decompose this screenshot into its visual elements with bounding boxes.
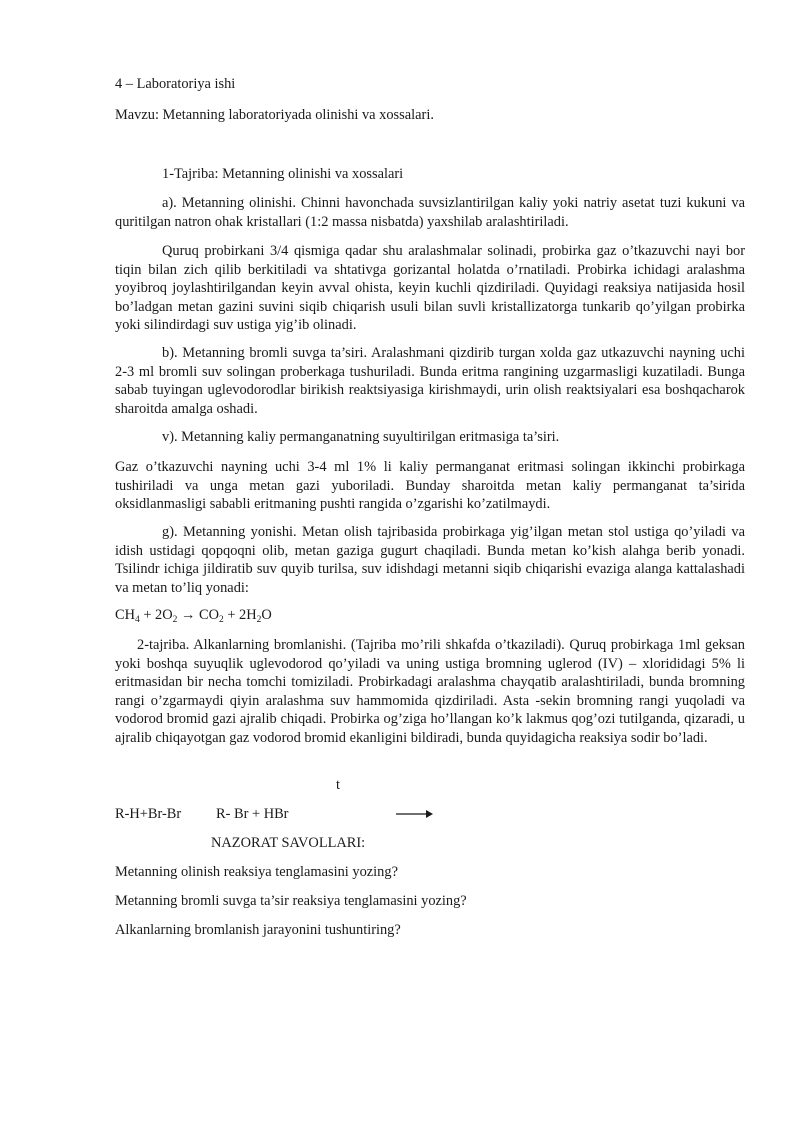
experiment-1-heading: 1-Tajriba: Metanning olinishi va xossalari (162, 166, 404, 182)
reaction-reactants: R-H+Br-Br (115, 806, 182, 822)
lab-title: 4 – Laboratoriya ishi (115, 76, 236, 92)
temperature-label: t (336, 777, 340, 793)
paragraph-a-continued: Quruq probirkani 3/4 qismiga qadar shu aralashmalar solinadi, probirka gaz o’tkazuvchi nayi bor tiqin bilan zich qilib berkitiladi va shtativga gorizantal holatda o’rnatiladi. Probirka ichidagi aralashma yoyibroq joylashtirilgandan keyin avval ohista, keyin kuchli qizdiriladi. Quyidagi reaksiya natijasida hosil bo’ladgan metan gazini suvini siqib chiqarish usuli bilan suvli kristallizatorga tunkarib qo’yilgan probirka yoki silindirdagi suv ustiga yig’ib olinadi. (115, 243, 745, 333)
reaction-arrow-icon (395, 806, 435, 822)
paragraph-g: g). Metanning yonishi. Metan olish tajribasida probirkaga yig’ilgan metan stol ustiga qo’yiladi va idish ustidagi qopqoqni olib, metan gaziga gugurt chaqiladi. Bunda metan ko’kish alahga berib yonadi. Tsilindr ichiga jildiratib suv quyib turilsa, suv idishdagi metanni siqib chiqarishi evaziga alanga kattalashadi va metan to’liq yonadi: (115, 524, 745, 596)
experiment-2-paragraph: 2-tajriba. Alkanlarning bromlanishi. (Tajriba mo’rili shkafda o’tkaziladi). Quruq probirkaga 1ml geksan yoki boshqa suyuqlik uglevodorod qo’yiladi va uning ustiga bromning uglerod (IV) – xlorididagi 5% li eritmasidan bir necha tomchi tomiziladi. Probirkadagi aralashma chayqatib aralashtiriladi, bunda bromning rangi o’zgarmaydi qiyin aralashma suv hammomida qizdiriladi. Asta -sekin bromning rangi yuqoladi va vodorod bromid gazi ajralib chiqadi. Probirka og’ziga ho’llangan ko’k lakmus qog’ozi tutilganda, qizaradi, u ajralib chiqayotgan gaz vodorod bromid ekanligini bildiradi, bunda quyidagicha reaksiya sodir bo’ladi. (115, 637, 745, 746)
paragraph-b: b). Metanning bromli suvga ta’siri. Aralashmani qizdirib turgan xolda gaz utkazuvchi nayning uchi 2-3 ml bromli suv solingan proberkaga tushuriladi. Bunda eritma rangining uzgarmasligi kuzatiladi. Bunga sabab tuyingan uglevodorodlar birikish reaktsiyasiga kirishmaydi, urin olish reaktsiyalari esa boshqacharok sharoitda amalga oshadi. (115, 345, 745, 417)
question-2: Metanning bromli suvga ta’sir reaksiya tenglamasini yozing? (115, 893, 467, 909)
paragraph-v-continued: Gaz o’tkazuvchi nayning uchi 3-4 ml 1% li kaliy permanganat eritmasi solingan ikkinchi probirkaga tushiriladi va unga metan gazi yuboriladi. Bunday sharoitda metan kaliy permanganat ta’sirida oksidlanmasligi sababli eritmaning pushti rangida o’zgarishi ko’zatilmaydi. (115, 459, 745, 512)
paragraph-v: v). Metanning kaliy permanganatning suyultirilgan eritmasiga ta’siri. (162, 429, 560, 445)
topic-line: Mavzu: Metanning laboratoriyada olinishi va xossalari. (115, 107, 434, 123)
control-questions-heading: NAZORAT SAVOLLARI: (211, 835, 366, 851)
paragraph-a: a). Metanning olinishi. Chinni havonchada suvsizlantirilgan kaliy yoki natriy asetat tuzi kukuni va quritilgan natron ohak kristallari (1:2 massa nisbatda) yaxshilab aralashtiriladi. (115, 195, 745, 230)
reaction-products: R- Br + HBr (216, 806, 289, 822)
question-3: Alkanlarning bromlanish jarayonini tushuntiring? (115, 922, 401, 938)
question-1: Metanning olinish reaksiya tenglamasini yozing? (115, 864, 398, 880)
methane-combustion-equation: $CH_4 + 2O_2 \to CO_2 + 2H_2O$ (115, 607, 272, 625)
